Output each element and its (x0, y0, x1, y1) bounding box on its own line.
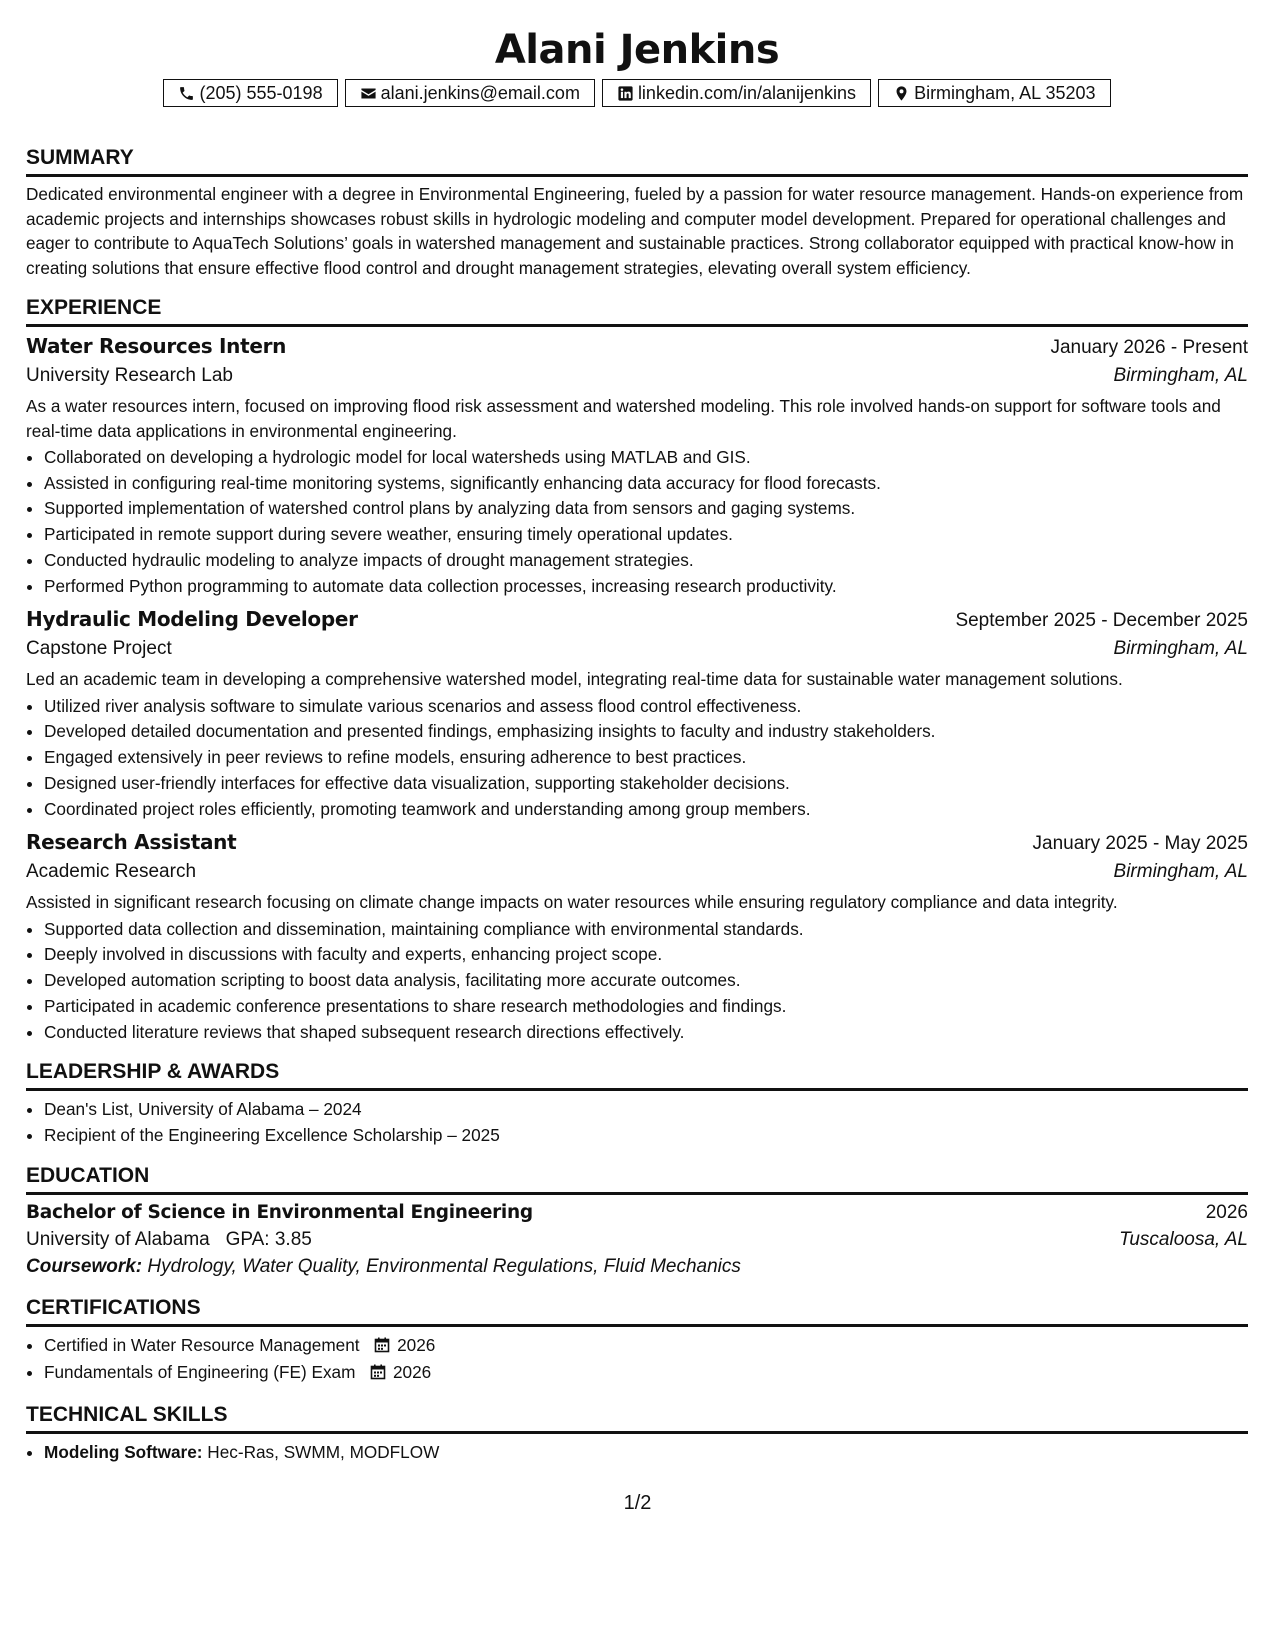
job-title: Research Assistant (26, 830, 237, 855)
list-item (44, 1360, 1248, 1388)
job-subheader (26, 365, 1248, 387)
leadership-section (26, 1059, 1248, 1148)
job-entry (26, 607, 1248, 822)
job-date: September 2025 - December 2025 (955, 610, 1248, 632)
skill-values: Hec-Ras, SWMM, MODFLOW (207, 1442, 440, 1463)
skills-list (26, 1440, 1248, 1466)
job-title: Hydraulic Modeling Developer (26, 607, 358, 632)
certification-name: Certified in Water Resource Management (44, 1334, 360, 1355)
certification-year: 2026 (397, 1334, 436, 1355)
job-header (26, 607, 1248, 632)
certifications-section (26, 1295, 1248, 1388)
list-item: • Dean's List, University of Alabama – 2024 (44, 1097, 1248, 1123)
list-item (44, 1440, 1248, 1466)
certification-name: Fundamentals of Engineering (FE) Exam (44, 1362, 356, 1383)
job-entry (26, 830, 1248, 1045)
summary-section (26, 145, 1248, 280)
list-item: • Deeply involved in discussions with faculty and experts, enhancing project scope. (44, 942, 1248, 968)
contact-email[interactable] (345, 79, 595, 107)
job-description: As a water resources intern, focused on improving flood risk assessment and watershed modeling. This role involved hands-on support for software tools and real-time data applications in environmental engineering. (26, 396, 1221, 441)
calendar-icon (374, 1335, 390, 1361)
list-item: • Designed user-friendly interfaces for effective data visualization, supporting stakeholder decisions. (44, 771, 1248, 797)
phone-number: (205) 555-0198 (199, 82, 323, 103)
certifications-list (26, 1333, 1248, 1388)
job-date: January 2026 - Present (1050, 337, 1248, 358)
gpa: GPA: 3.85 (225, 1228, 312, 1250)
list-item: • Supported data collection and dissemination, maintaining compliance with environmental standards. (44, 917, 1248, 943)
job-location: Birmingham, AL (1113, 861, 1248, 883)
list-item: • Assisted in configuring real-time monitoring systems, significantly enhancing data accuracy for flood forecasts. (44, 471, 1248, 497)
section-title: SUMMARY (26, 145, 1248, 177)
resume-page (26, 24, 1248, 1466)
section-title: EXPERIENCE (26, 295, 1248, 327)
job-organization: Academic Research (26, 861, 197, 883)
list-item: • Conducted literature reviews that shaped subsequent research directions effectively. (44, 1020, 1248, 1046)
list-item: • Engaged extensively in peer reviews to refine models, ensuring adherence to best practices. (44, 745, 1248, 771)
list-item: • Participated in academic conference presentations to share research methodologies and findings. (44, 994, 1248, 1020)
school-name: University of Alabama (26, 1228, 210, 1250)
section-title: EDUCATION (26, 1163, 1248, 1195)
contact-location[interactable] (878, 79, 1110, 107)
phone-icon (178, 85, 195, 102)
email-address: alani.jenkins@email.com (380, 82, 580, 103)
contact-phone[interactable] (163, 79, 337, 107)
education-subheader (26, 1229, 1248, 1251)
list-item: • Developed detailed documentation and presented findings, emphasizing insights to faculty and industry stakeholders. (44, 719, 1248, 745)
job-description: Led an academic team in developing a comprehensive watershed model, integrating real-time data for sustainable water management solutions. (26, 669, 1123, 690)
list-item: • Conducted hydraulic modeling to analyze impacts of drought management strategies. (44, 548, 1248, 574)
coursework-list: Hydrology, Water Quality, Environmental Regulations, Fluid Mechanics (147, 1255, 741, 1277)
list-item (44, 1333, 1248, 1361)
section-title: CERTIFICATIONS (26, 1295, 1248, 1327)
job-organization: University Research Lab (26, 365, 233, 386)
school-location: Tuscaloosa, AL (1119, 1228, 1248, 1250)
calendar-icon (370, 1362, 386, 1388)
job-location: Birmingham, AL (1113, 638, 1248, 660)
linkedin-icon (617, 85, 634, 102)
experience-section (26, 295, 1248, 1045)
job-date: January 2025 - May 2025 (1032, 833, 1248, 855)
map-pin-icon (893, 85, 910, 102)
list-item: • Performed Python programming to automate data collection processes, increasing research productivity. (44, 574, 1248, 600)
list-item: • Utilized river analysis software to simulate various scenarios and assess flood control effectiveness. (44, 694, 1248, 720)
location-text: Birmingham, AL 35203 (914, 82, 1096, 103)
job-bullets (26, 917, 1248, 1046)
section-title: LEADERSHIP & AWARDS (26, 1059, 1248, 1091)
skill-category: Modeling Software: (44, 1442, 203, 1463)
job-entry (26, 334, 1248, 599)
job-location: Birmingham, AL (1113, 365, 1248, 386)
envelope-icon (360, 85, 377, 102)
list-item: • Coordinated project roles efficiently, promoting teamwork and understanding among group members. (44, 797, 1248, 823)
certification-year: 2026 (393, 1362, 432, 1383)
awards-list (26, 1097, 1248, 1148)
contact-linkedin[interactable] (602, 79, 871, 107)
job-subheader (26, 861, 1248, 883)
summary-text: Dedicated environmental engineer with a degree in Environmental Engineering, fueled by a passion for water resource management. Hands-on experience from academic projects and internships showcases robust skills in hydrologic modeling and computer model development. Prepared for operational challenges and eager to contribute to AquaTech Solutions’ goals in watershed management and sustainable practices. Strong collaborator equipped with practical know-how in creating solutions that ensure effective flood control and drought management strategies, elevating overall system efficiency. (26, 184, 1244, 278)
list-item: • Participated in remote support during severe weather, ensuring timely operational updates. (44, 522, 1248, 548)
job-bullets (26, 694, 1248, 823)
linkedin-url: linkedin.com/in/alanijenkins (637, 82, 857, 103)
job-bullets (26, 445, 1248, 599)
job-header (26, 830, 1248, 855)
list-item: • Supported implementation of watershed control plans by analyzing data from sensors and gaging systems. (44, 496, 1248, 522)
list-item: • Recipient of the Engineering Excellence Scholarship – 2025 (44, 1123, 1248, 1149)
list-item: • Collaborated on developing a hydrologic model for local watersheds using MATLAB and GIS. (44, 445, 1248, 471)
page-number: 1/2 (623, 1492, 652, 1514)
job-organization: Capstone Project (26, 638, 172, 660)
graduation-year: 2026 (1205, 1201, 1248, 1223)
section-title: TECHNICAL SKILLS (26, 1402, 1248, 1434)
list-item: • Developed automation scripting to boost data analysis, facilitating more accurate outcomes. (44, 968, 1248, 994)
education-header (26, 1202, 1248, 1224)
coursework-label: Coursework: (26, 1255, 143, 1277)
job-description: Assisted in significant research focusing on climate change impacts on water resources while ensuring regulatory compliance and data integrity. (26, 892, 1118, 913)
job-subheader (26, 638, 1248, 660)
job-header (26, 334, 1248, 359)
candidate-name: Alani Jenkins (494, 27, 780, 73)
job-title: Water Resources Intern (26, 334, 287, 358)
skills-section (26, 1402, 1248, 1466)
coursework (26, 1256, 1248, 1278)
education-section (26, 1163, 1248, 1278)
degree-title: Bachelor of Science in Environmental Engineering (26, 1201, 533, 1223)
contact-bar (26, 79, 1248, 107)
school-info (26, 1229, 312, 1251)
